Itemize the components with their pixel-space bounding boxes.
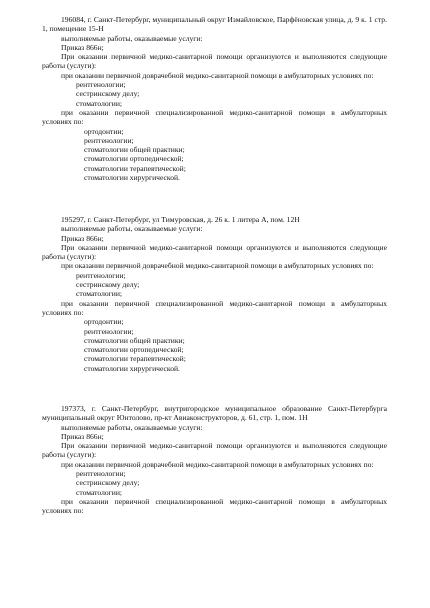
service-item: ортодонтии; xyxy=(84,126,124,136)
predoctor-care-text: при оказании первичной доврачебной медико-санитарной помощи в амбулаторных условиях по: xyxy=(61,261,374,271)
works-label: выполняемые работы, оказываемые услуги: xyxy=(61,422,203,432)
order-ref: Приказ 866н; xyxy=(61,42,104,52)
service-item: стоматологии общей практики; xyxy=(84,335,185,345)
service-item: сестринскому делу; xyxy=(76,89,140,99)
address-block-2 xyxy=(42,215,387,373)
service-item: стоматологии; xyxy=(76,98,123,108)
primary-care-text: При оказании первичной медико-санитарной помощи организуются и выполняются следующие работы (услуги): xyxy=(42,52,387,71)
specialized-care-text: при оказании первичной специализированной медико-санитарной помощи в амбулаторных условиях по: xyxy=(42,298,387,317)
service-item: стоматологии; xyxy=(76,487,123,497)
service-item: рентгенологии; xyxy=(84,326,134,336)
address-block-3 xyxy=(42,404,387,516)
works-label: выполняемые работы, оказываемые услуги: xyxy=(61,33,203,43)
address-block-1 xyxy=(42,15,387,182)
primary-care-text: При оказании первичной медико-санитарной помощи организуются и выполняются следующие работы (услуги): xyxy=(42,441,387,460)
service-item: стоматологии хирургической. xyxy=(84,363,180,373)
order-ref: Приказ 866н; xyxy=(61,431,104,441)
address-line: 195297, г. Санкт-Петербург, ул Тимуровская, д. 26 к. 1 литера А, пом. 12Н xyxy=(61,215,300,224)
address-line: 196084, г. Санкт-Петербург, муниципальный округ Измайловское, Парфёновская улица, д. 9 к. 1 стр. 1, помещение 15-Н xyxy=(42,15,387,34)
service-item: стоматологии терапевтической; xyxy=(84,163,186,173)
service-item: ортодонтии; xyxy=(84,317,124,327)
primary-care-text: При оказании первичной медико-санитарной помощи организуются и выполняются следующие работы (услуги): xyxy=(42,242,387,262)
specialized-care-text: при оказании первичной специализированной медико-санитарной помощи в амбулаторных условиях по: xyxy=(42,107,387,127)
service-item: стоматологии общей практики; xyxy=(84,145,185,155)
service-item: стоматологии; xyxy=(76,289,123,299)
specialized-care-text: при оказании первичной специализированной медико-санитарной помощи в амбулаторных условиях по: xyxy=(42,496,387,516)
service-item: стоматологии терапевтической; xyxy=(84,354,186,364)
service-item: стоматологии ортопедической; xyxy=(84,345,184,355)
service-item: рентгенологии; xyxy=(84,135,134,145)
predoctor-care-text: при оказании первичной доврачебной медико-санитарной помощи в амбулаторных условиях по: xyxy=(61,459,374,469)
service-item: стоматологии ортопедической; xyxy=(84,154,184,164)
service-item: рентгенологии; xyxy=(76,469,126,479)
service-item: сестринскому делу; xyxy=(76,280,140,290)
service-item: сестринскому делу; xyxy=(76,478,140,488)
order-ref: Приказ 866н; xyxy=(61,233,104,243)
service-item: стоматологии хирургической. xyxy=(84,173,180,183)
works-label: выполняемые работы, оказываемые услуги: xyxy=(61,224,203,234)
service-item: рентгенологии; xyxy=(76,270,126,280)
predoctor-care-text: при оказании первичной доврачебной медико-санитарной помощи в амбулаторных условиях по: xyxy=(61,70,374,80)
address-line: 197373, г. Санкт-Петербург, внутригородское муниципальное образование Санкт-Петербурга муниципальный округ Юнтолово, пр-кт Авиаконструкторов, д. 61, стр. 1, пом. 1Н xyxy=(42,404,387,423)
service-item: рентгенологии; xyxy=(76,80,126,90)
